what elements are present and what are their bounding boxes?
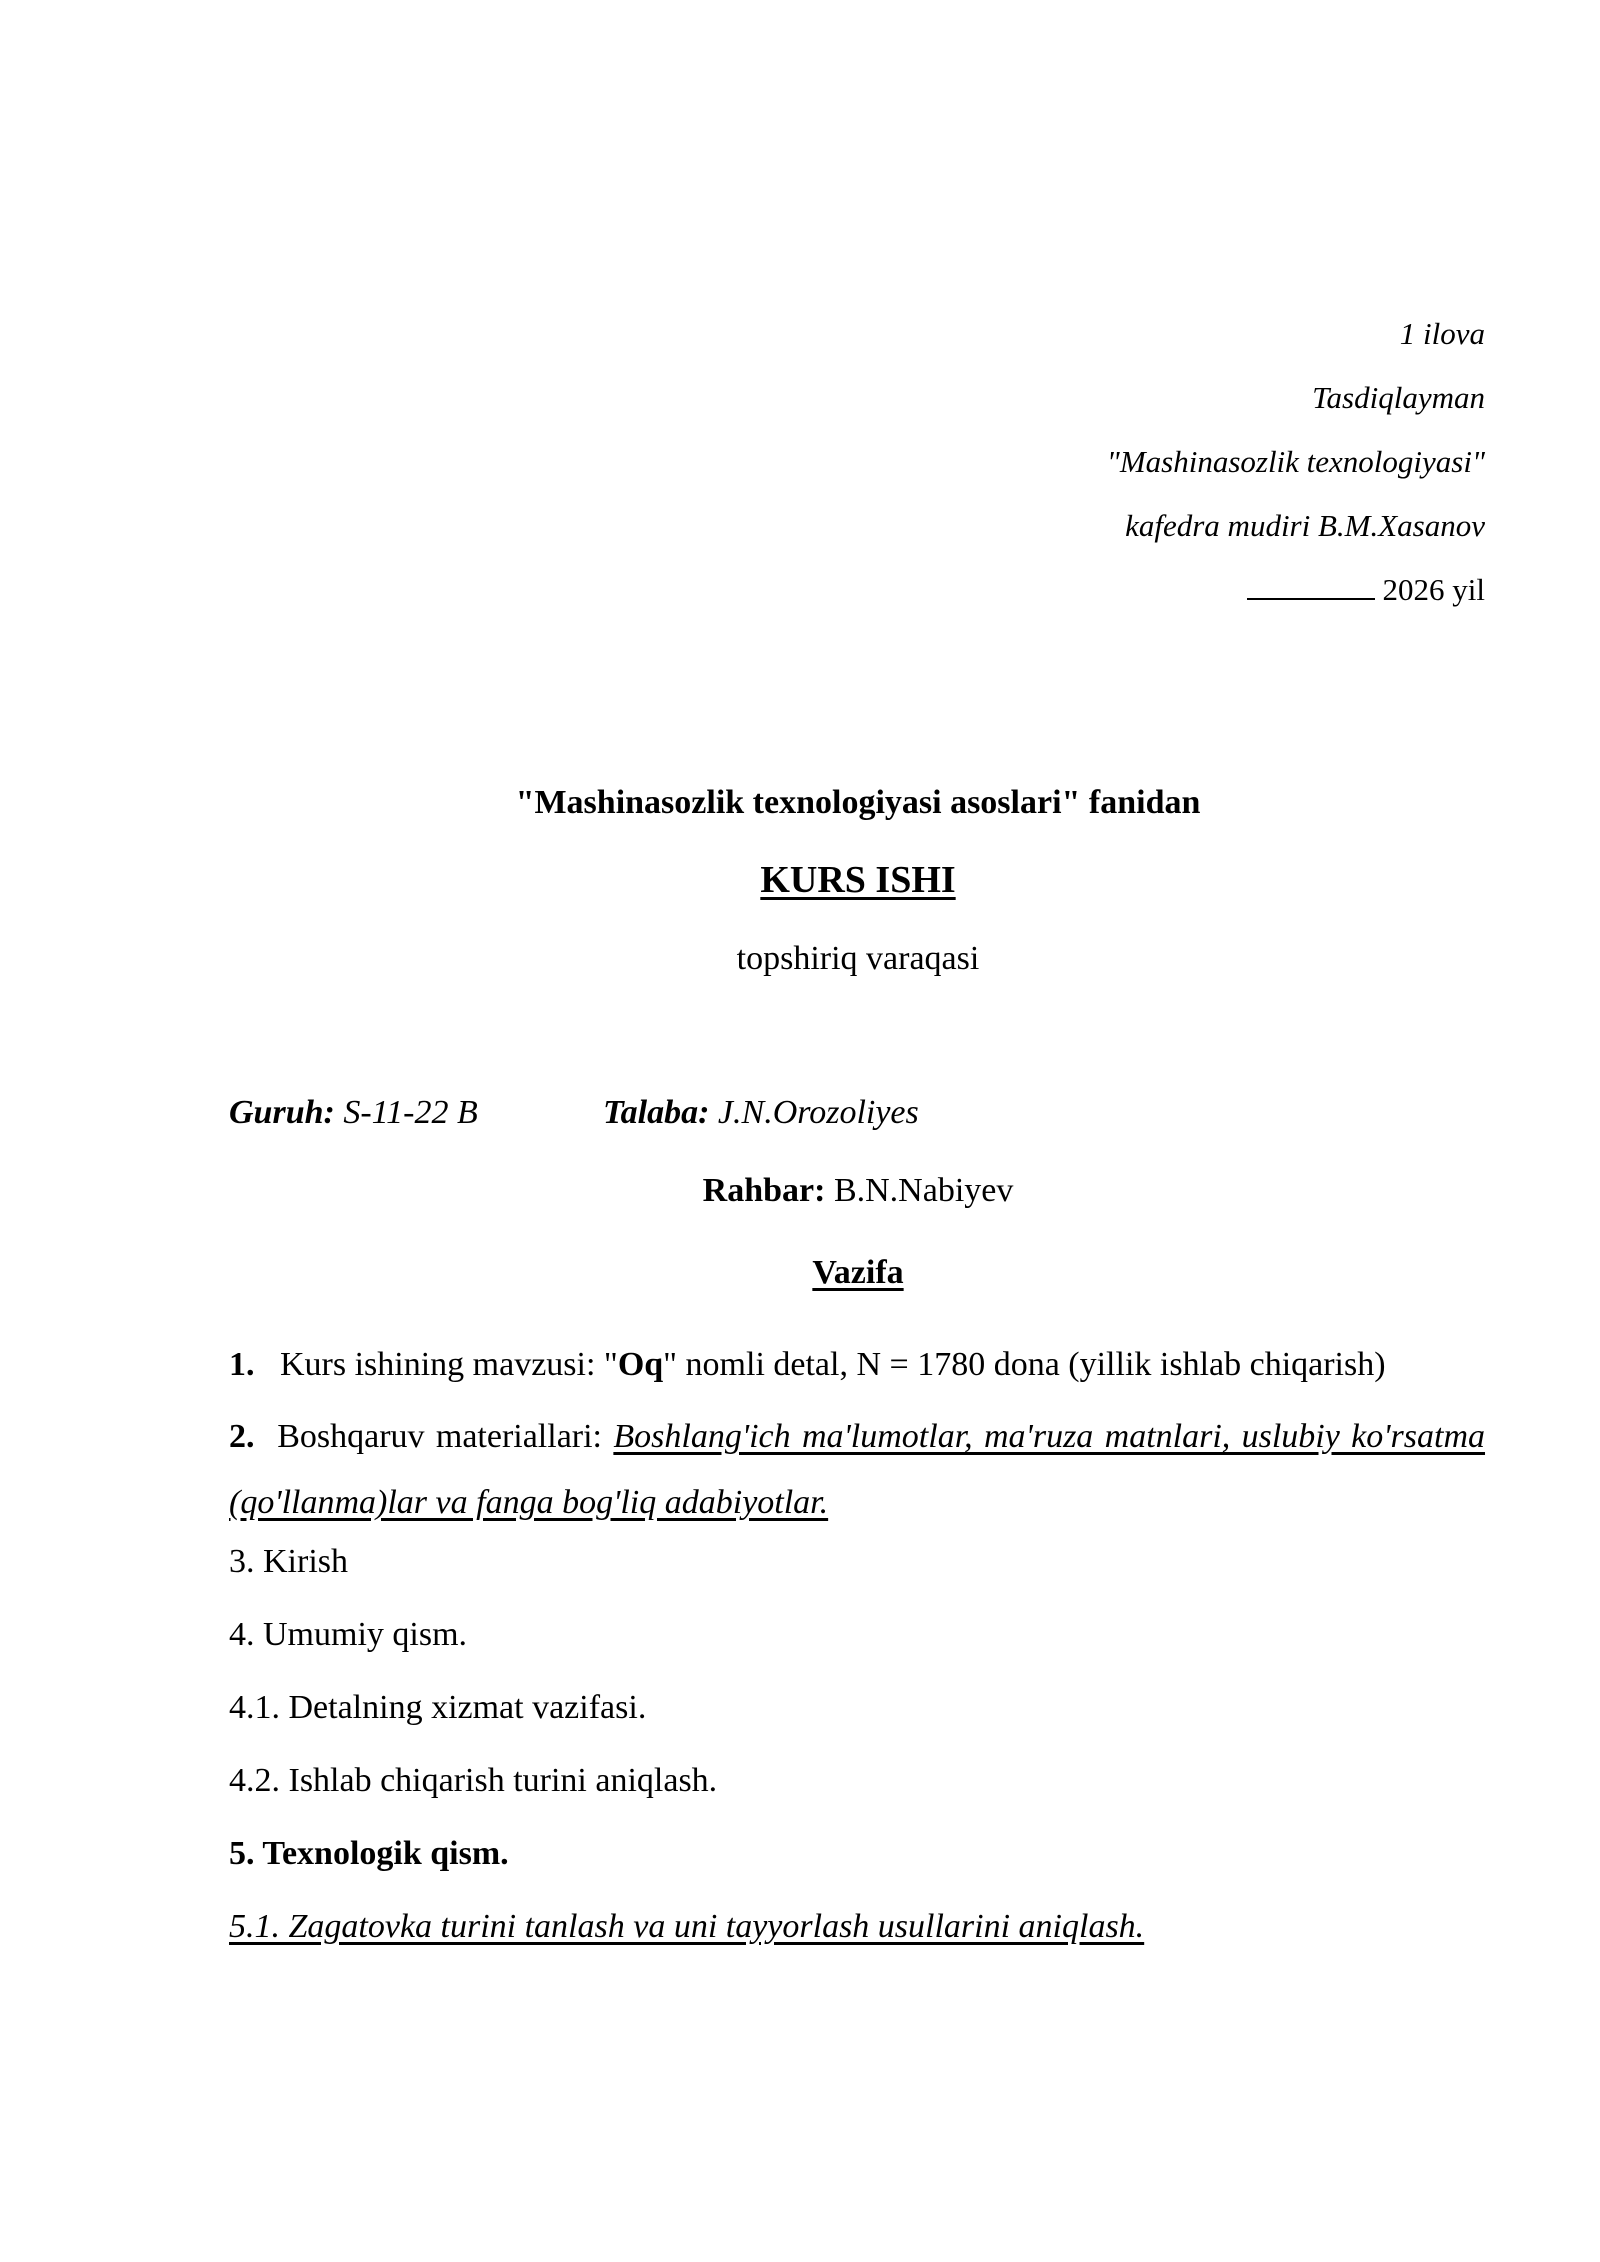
task-item-2-materials: Boshlang'ich ma'lumotlar, ma'ruza matnlari, uslubiy ko'rsatma (qo'llanma)lar va fanga bog'liq adabiyotlar. [229, 1418, 1486, 1521]
task-item-2-number: 2. [229, 1418, 255, 1455]
annex-label: 1 ilova [1399, 316, 1485, 351]
task-item-1-detail-name: Oq [617, 1346, 664, 1383]
supervisor-label: Rahbar: [702, 1172, 826, 1209]
approval-year: 2026 yil [1382, 572, 1485, 607]
task-heading: Vazifa [812, 1254, 904, 1291]
department-head: kafedra mudiri B.M.Xasanov [1125, 508, 1485, 543]
task-item-1-pre: Kurs ishining mavzusi: " [280, 1346, 618, 1383]
subject-title: "Mashinasozlik texnologiyasi asoslari" fanidan [515, 784, 1201, 821]
department-name: "Mashinasozlik texnologiyasi" [1106, 444, 1485, 479]
group-value: S-11-22 B [343, 1094, 478, 1131]
document-subtitle: topshiriq varaqasi [736, 940, 980, 977]
task-item-1-post: " nomli detal, N = 1780 dona (yillik ishlab chiqarish) [663, 1346, 1386, 1383]
task-item-4: 4. Umumiy qism. [229, 1616, 468, 1653]
task-item-5: 5. Texnologik qism. [229, 1835, 509, 1872]
task-item-1-number: 1. [229, 1346, 255, 1383]
task-item-2-pre: Boshqaruv materiallari: [277, 1418, 603, 1455]
task-list [229, 1332, 1485, 1980]
task-item-5-1: 5.1. Zagatovka turini tanlash va uni tayyorlash usullarini aniqlash. [229, 1908, 1145, 1945]
approval-block [1107, 318, 1485, 638]
student-info [603, 1094, 919, 1132]
task-item-3: 3. Kirish [229, 1543, 348, 1580]
task-item-2 [229, 1404, 1485, 1536]
group-label: Guruh: [229, 1094, 335, 1131]
supervisor-info [0, 1172, 1600, 1210]
approval-date [1107, 574, 1485, 605]
task-item-1 [229, 1332, 1485, 1398]
supervisor-value: B.N.Nabiyev [833, 1172, 1014, 1209]
document-title: KURS ISHI [760, 859, 956, 901]
student-label: Talaba: [603, 1094, 710, 1131]
task-item-4-2: 4.2. Ishlab chiqarish turini aniqlash. [229, 1762, 718, 1799]
student-value: J.N.Orozoliyes [717, 1094, 919, 1131]
approve-label: Tasdiqlayman [1312, 380, 1485, 415]
group-info [229, 1094, 478, 1132]
task-item-4-1: 4.1. Detalning xizmat vazifasi. [229, 1689, 647, 1726]
date-blank-line [1247, 574, 1375, 600]
